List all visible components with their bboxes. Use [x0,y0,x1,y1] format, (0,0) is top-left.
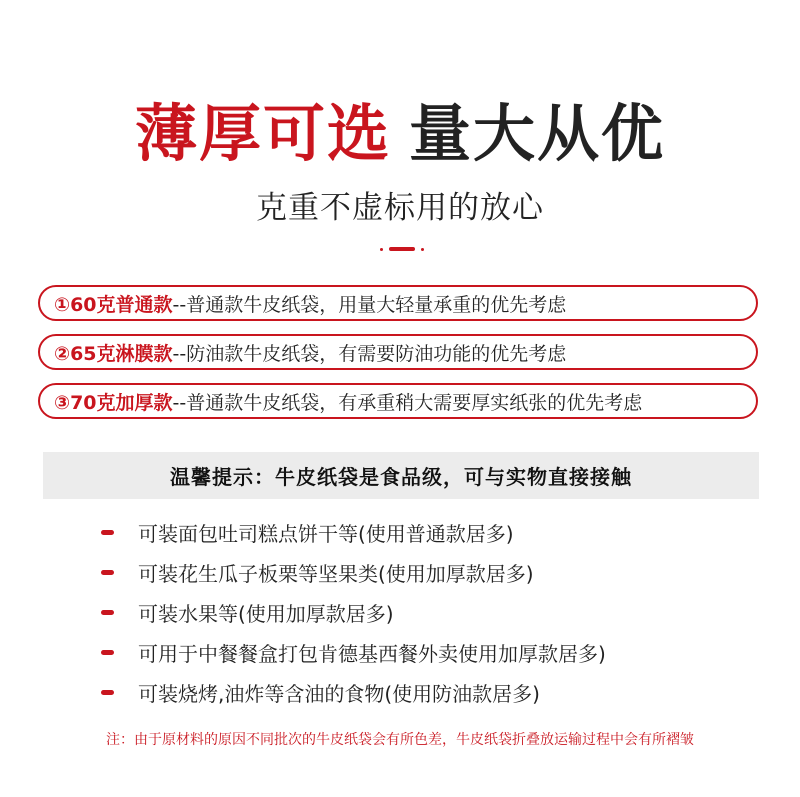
list-item-text: 可装面包吐司糕点饼干等(使用普通款居多) [138,521,514,546]
option-key: ②65克淋膜款 [54,342,173,365]
divider-dot-left [380,248,383,251]
divider-bar [389,247,415,251]
list-item [0,552,800,592]
list-item [0,632,800,672]
usage-list [0,512,800,712]
option-60g-standard [38,285,758,321]
option-desc: --普通款牛皮纸袋，用量大轻量承重的优先考虑 [172,293,567,316]
list-item-text: 可用于中餐餐盒打包肯德基西餐外卖使用加厚款居多) [138,641,606,666]
headline [0,92,800,176]
option-70g-thick [38,383,758,419]
option-65g-laminated [38,334,758,370]
notice-text: 温馨提示：牛皮纸袋是食品级，可与实物直接接触 [170,465,632,489]
notice-banner [43,452,759,499]
list-item [0,512,800,552]
option-desc: --防油款牛皮纸袋，有需要防油功能的优先考虑 [172,342,567,365]
list-item-text: 可装水果等(使用加厚款居多) [138,601,394,626]
headline-dark-text: 量大从优 [409,97,666,170]
footnote: 注：由于原材料的原因不同批次的牛皮纸袋会有所色差，牛皮纸袋折叠放运输过程中会有所褶皱 [106,732,694,748]
list-item [0,592,800,632]
list-item [0,672,800,712]
bullet-dash-icon [101,650,114,655]
option-key: ①60克普通款 [54,293,173,316]
headline-red-text: 薄厚可选 [134,97,391,170]
divider [380,246,424,252]
option-desc: --普通款牛皮纸袋，有承重稍大需要厚实纸张的优先考虑 [172,391,643,414]
option-key: ③70克加厚款 [54,391,173,414]
divider-dot-right [421,248,424,251]
bullet-dash-icon [101,690,114,695]
subtitle: 克重不虚标用的放心 [256,190,544,226]
bullet-dash-icon [101,610,114,615]
bullet-dash-icon [101,530,114,535]
list-item-text: 可装花生瓜子板栗等坚果类(使用加厚款居多) [138,561,534,586]
list-item-text: 可装烧烤,油炸等含油的食物(使用防油款居多) [138,681,540,706]
bullet-dash-icon [101,570,114,575]
